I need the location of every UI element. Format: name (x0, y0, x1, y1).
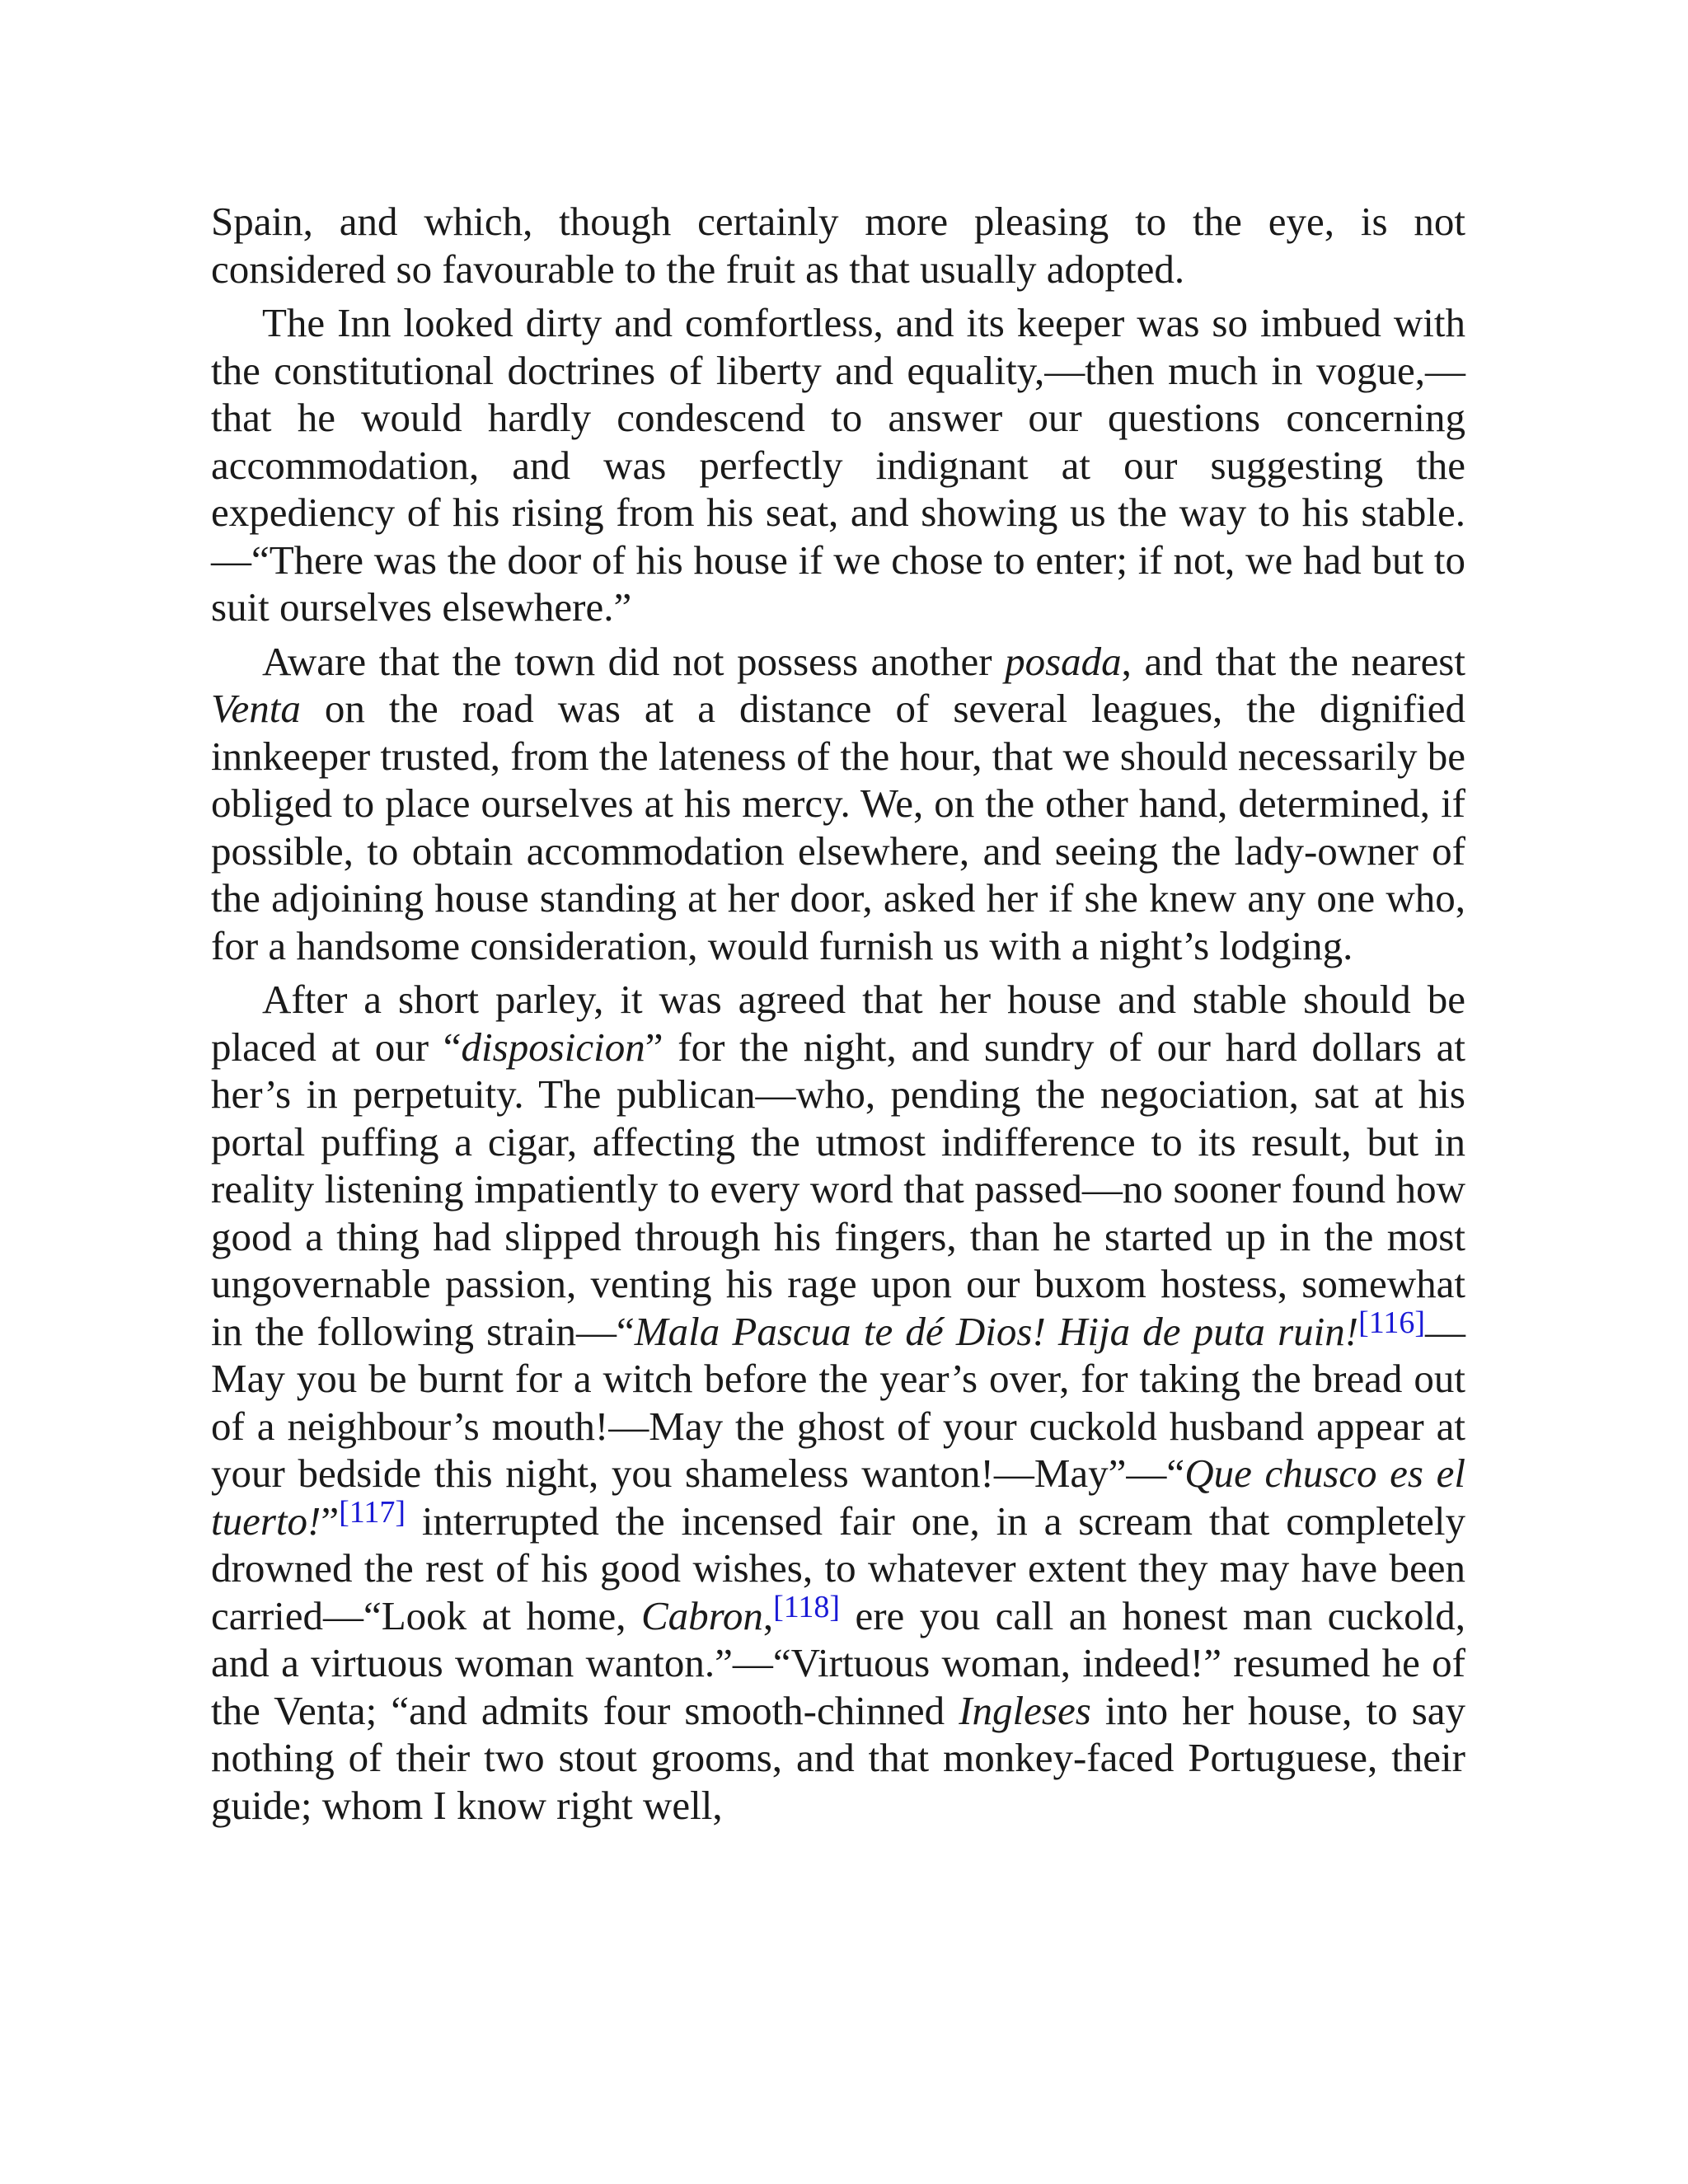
text-span: , and that the nearest (1121, 638, 1465, 684)
text-span: interrupted the incensed fair one, in a scream that completely drowned the rest of his good wishes, to whatever extent they may have been carried—“Look at home, (211, 1497, 1465, 1638)
book-page-text (211, 198, 1465, 1835)
italic-posada: posada (1005, 638, 1122, 684)
text-span: After a short parley, it was agreed that her house and stable should be placed at our “ (211, 977, 1465, 1070)
italic-cabron: Cabron (640, 1592, 763, 1638)
text-span: into her house, to say nothing of their two stout grooms, and that monkey-faced Portuguese, their guide; whom I know right well, (211, 1687, 1466, 1828)
paragraph-continued: Spain, and which, though certainly more pleasing to the eye, is not considered so favourable to the fruit as that usually adopted. (211, 199, 1465, 292)
footnote-link-118[interactable]: [118] (773, 1589, 841, 1624)
text-span: ere you call an honest man cuckold, and a virtuous woman wanton.”—“Virtuous woman, indeed!” resumed he of the Venta; “and admits four smooth-chinned (211, 1592, 1465, 1733)
footnote-link-116[interactable]: [116] (1358, 1305, 1425, 1340)
paragraph-parley (211, 976, 1465, 1829)
footnote-link-117[interactable]: [117] (339, 1494, 406, 1530)
italic-que-chusco: Que chusco es el tuerto! (211, 1451, 1465, 1544)
italic-spanish-curse: Mala Pascua te dé Dios! Hija de puta ruin! (634, 1308, 1359, 1354)
paragraph-posada (211, 638, 1465, 970)
text-span: Aware that the town did not possess another (262, 638, 1006, 684)
paragraph-inn-description: The Inn looked dirty and comfortless, and its keeper was so imbued with the constitutional doctrines of liberty and equality,—then much in vogue,—that he would hardly condescend to answer our questions concerning accommodation, and was perfectly indignant at our suggesting the expediency of his rising from his seat, and showing us the way to his stable.—“There was the door of his house if we chose to enter; if not, we had but to suit ourselves elsewhere.” (211, 300, 1465, 630)
italic-venta: Venta (211, 686, 301, 731)
text-span: ” for the night, and sundry of our hard dollars at her’s in perpetuity. The publican—who, pending the negociation, sat at his portal puffing a cigar, affecting the utmost indifference to its result, but in reality listening impatiently to every word that passed—no sooner found how good a thing had slipped through his fingers, than he started up in the most ungovernable passion, venting his rage upon our buxom hostess, somewhat in the following strain—“ (211, 1024, 1465, 1354)
italic-ingleses: Ingleses (959, 1687, 1091, 1733)
text-span: ” (321, 1497, 340, 1544)
text-span: —May you be burnt for a witch before the year’s over, for taking the bread out of a neighbour’s mouth!—May the ghost of your cuckold husband appear at your bedside this night, you shameless wanton!—May”—“ (211, 1308, 1465, 1496)
text-span: on the road was at a distance of several leagues, the dignified innkeeper trusted, from the lateness of the hour, that we should necessarily be obliged to place ourselves at his mercy. We, on the other hand, determined, if possible, to obtain accommodation elsewhere, and seeing the lady-owner of the adjoining house standing at her door, asked her if she knew any one who, for a handsome consideration, would furnish us with a night’s lodging. (211, 686, 1466, 968)
text-span: , (762, 1592, 774, 1638)
italic-disposicion: disposicion (461, 1024, 645, 1070)
